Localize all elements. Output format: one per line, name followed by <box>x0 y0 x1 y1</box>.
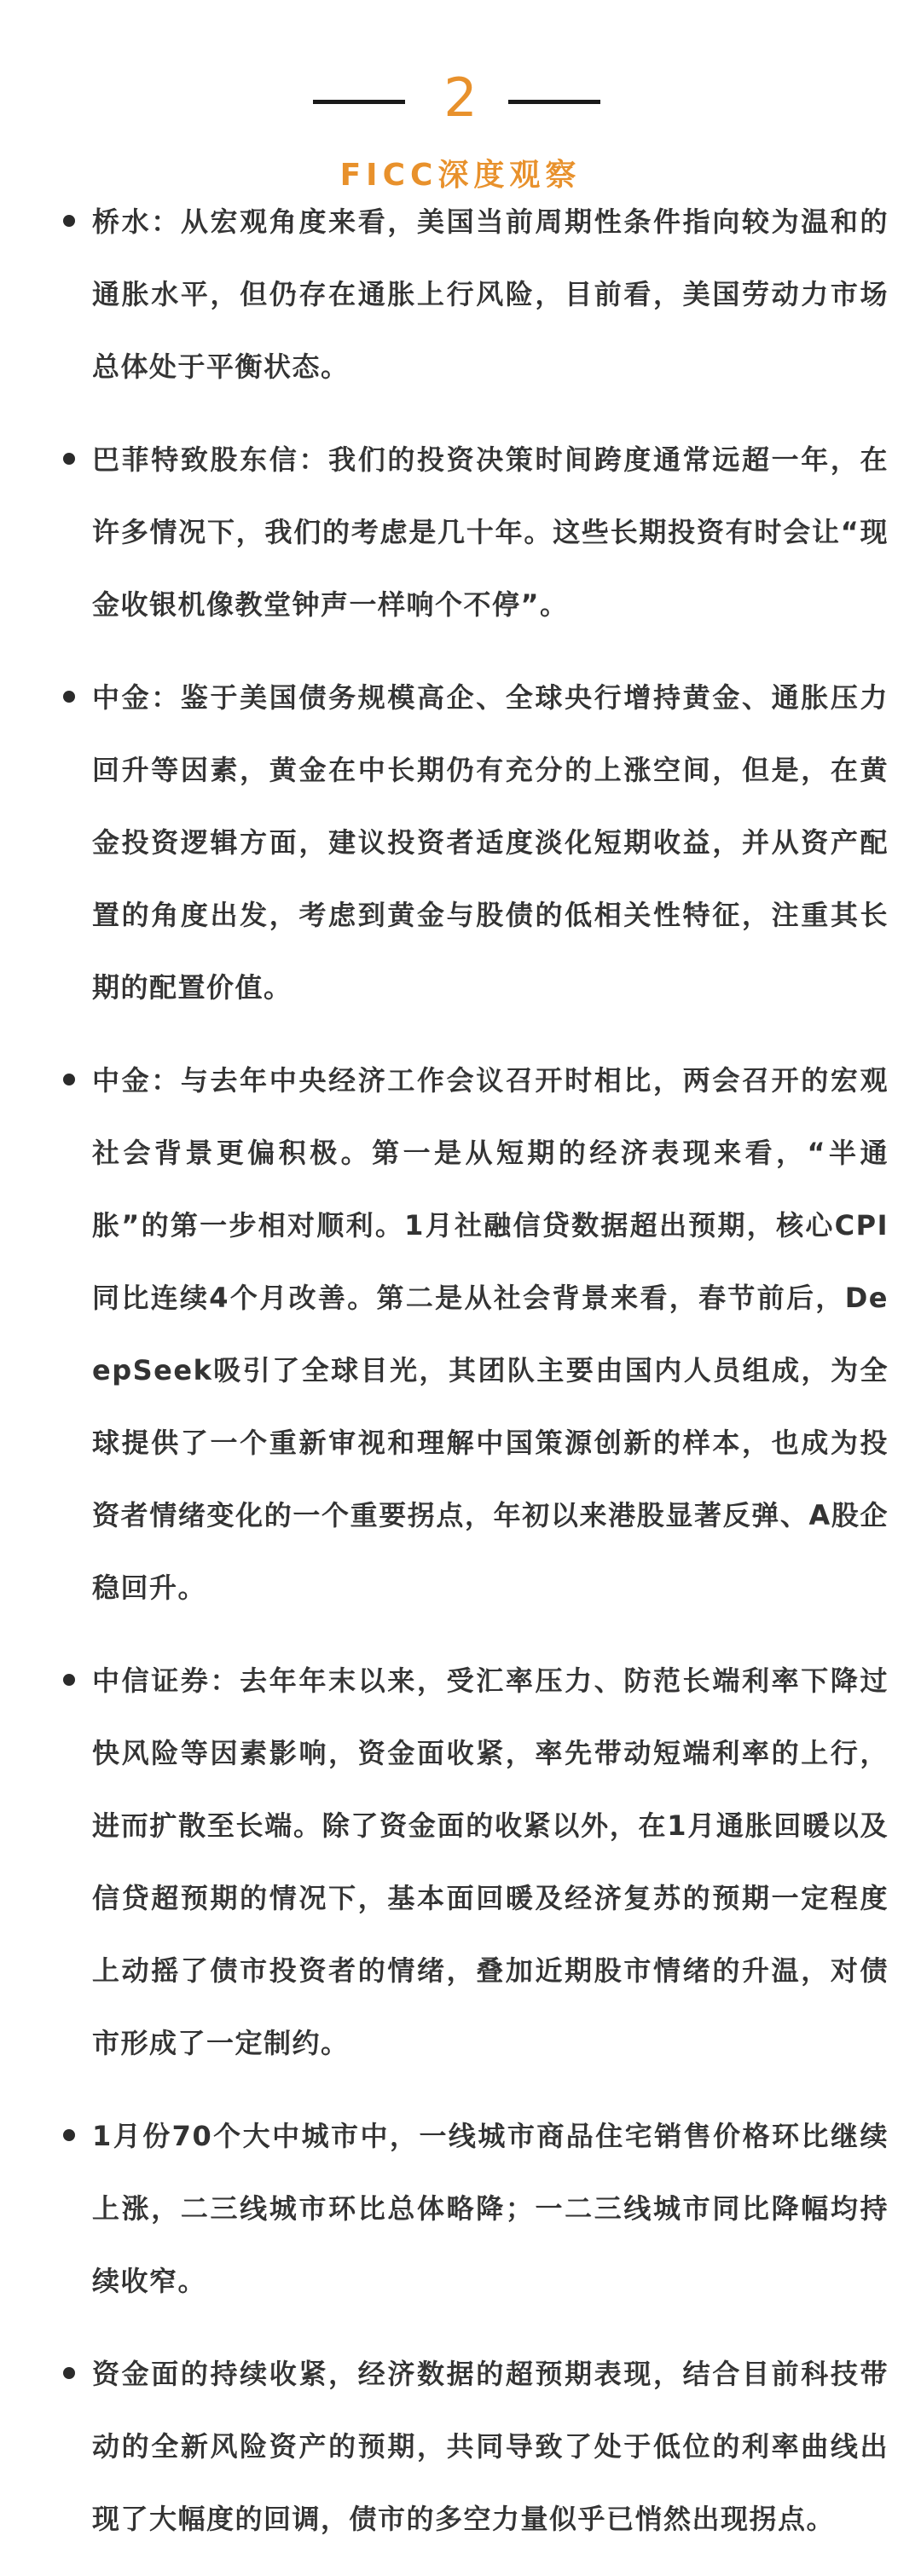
list-item-text: 资金面的持续收紧，经济数据的超预期表现，结合目前科技带动的全新风险资产的预期，共同导致了处于低位的利率曲线出现了大幅度的回调，债市的多空力量似乎已悄然出现拐点。 <box>92 2358 889 2535</box>
bullet-dot-icon <box>63 691 75 703</box>
header-rule-left <box>313 100 405 104</box>
section-number: 2 <box>443 67 478 129</box>
list-item <box>0 662 921 1024</box>
bullet-dot-icon <box>63 1074 75 1085</box>
list-item <box>0 1045 921 1624</box>
section-title: FICC深度观察 <box>339 158 582 193</box>
bullet-dot-icon <box>63 215 75 227</box>
bullet-dot-icon <box>63 453 75 465</box>
list-item <box>0 424 921 641</box>
list-item-text: 中金：鉴于美国债务规模高企、全球央行增持黄金、通胀压力回升等因素，黄金在中长期仍有充分的上涨空间，但是，在黄金投资逻辑方面，建议投资者适度淡化短期收益，并从资产配置的角度出发，考虑到黄金与股债的低相关性特征，注重其长期的配置价值。 <box>92 681 889 1004</box>
bullet-dot-icon <box>63 2129 75 2141</box>
list-item-text: 巴菲特致股东信：我们的投资决策时间跨度通常远超一年，在许多情况下，我们的考虑是几十年。这些长期投资有时会让“现金收银机像教堂钟声一样响个不停”。 <box>92 443 889 621</box>
list-item <box>0 2338 921 2556</box>
list-item-text: 桥水：从宏观角度来看，美国当前周期性条件指向较为温和的通胀水平，但仍存在通胀上行风险，目前看，美国劳动力市场总体处于平衡状态。 <box>92 206 889 383</box>
list-item-text: 中金：与去年中央经济工作会议召开时相比，两会召开的宏观社会背景更偏积极。第一是从短期的经济表现来看，“半通胀”的第一步相对顺利。1月社融信贷数据超出预期，核心CPI同比连续4个月改善。第二是从社会背景来看，春节前后，DeepSeek吸引了全球目光，其团队主要由国内人员组成，为全球提供了一个重新审视和理解中国策源创新的样本，也成为投资者情绪变化的一个重要拐点，年初以来港股显著反弹、A股企稳回升。 <box>92 1064 889 1604</box>
bullet-dot-icon <box>63 1674 75 1686</box>
list-item-text: 中信证券：去年年末以来，受汇率压力、防范长端利率下降过快风险等因素影响，资金面收紧，率先带动短端利率的上行，进而扩散至长端。除了资金面的收紧以外，在1月通胀回暖以及信贷超预期的情况下，基本面回暖及经济复苏的预期一定程度上动摇了债市投资者的情绪，叠加近期股市情绪的升温，对债市形成了一定制约。 <box>92 1664 889 2059</box>
bullet-list <box>0 186 921 2576</box>
list-item-text: 1月份70个大中城市中，一线城市商品住宅销售价格环比继续上涨，二三线城市环比总体略降；一二三线城市同比降幅均持续收窄。 <box>92 2120 889 2297</box>
list-item <box>0 2100 921 2318</box>
header-rule-right <box>508 100 600 104</box>
bullet-dot-icon <box>63 2367 75 2379</box>
list-item <box>0 1645 921 2080</box>
section-header <box>0 0 921 205</box>
list-item <box>0 186 921 403</box>
